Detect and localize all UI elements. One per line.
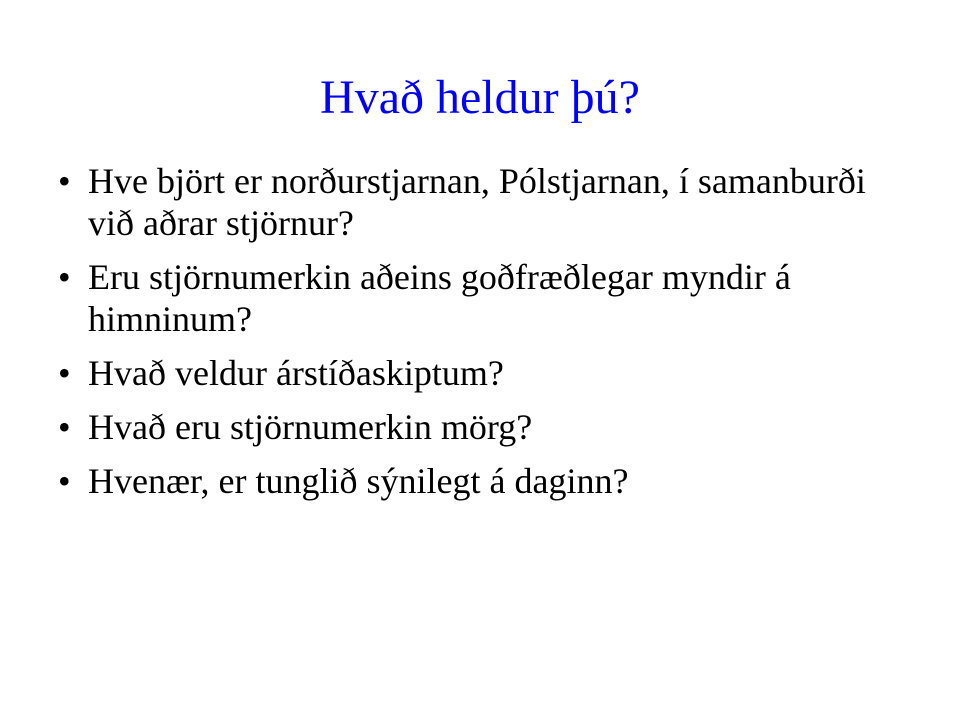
bullet-icon: • — [58, 257, 71, 297]
slide-title: Hvað heldur þú? — [320, 71, 640, 124]
bullet-list — [58, 160, 918, 514]
bullet-item — [58, 406, 918, 448]
bullet-item — [58, 352, 918, 394]
bullet-text: Eru stjörnumerkin aðeins goðfræðlegar myndir á himninum? — [88, 257, 791, 339]
bullet-item — [58, 256, 918, 340]
bullet-text: Hvað veldur árstíðaskiptum? — [88, 353, 504, 393]
bullet-item — [58, 160, 918, 244]
bullet-text: Hve björt er norðurstjarnan, Pólstjarnan, í samanburði við aðrar stjörnur? — [88, 161, 866, 243]
bullet-item — [58, 460, 918, 502]
bullet-icon: • — [58, 353, 71, 393]
bullet-text: Hvað eru stjörnumerkin mörg? — [88, 407, 533, 447]
bullet-icon: • — [58, 161, 71, 201]
bullet-icon: • — [58, 461, 71, 501]
bullet-icon: • — [58, 407, 71, 447]
bullet-text: Hvenær, er tunglið sýnilegt á daginn? — [88, 461, 629, 501]
